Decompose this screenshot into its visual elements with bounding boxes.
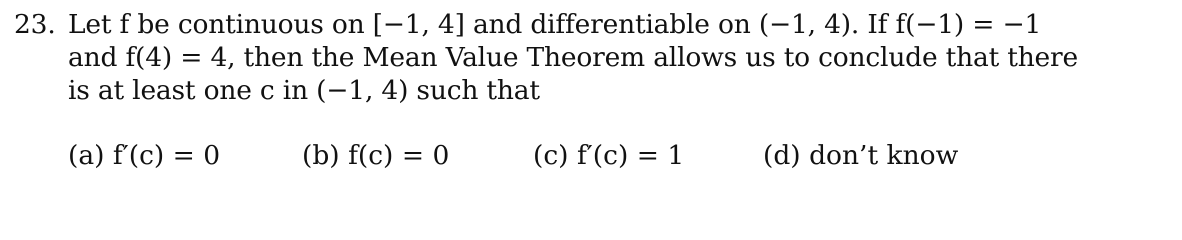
problem-stem-line-1: Let f be continuous on [−1, 4] and differentiable on (−1, 4). If f(−1) = −1 [68, 9, 1042, 40]
answer-choices [68, 139, 1168, 175]
choice-b: (b) f(c) = 0 [302, 140, 450, 171]
choice-c: (c) f′(c) = 1 [533, 140, 685, 171]
problem-stem-line-3: is at least one c in (−1, 4) such that [68, 75, 540, 106]
choice-a: (a) f′(c) = 0 [68, 140, 221, 171]
problem-line-3 [14, 74, 1174, 107]
choice-d: (d) don’t know [763, 140, 959, 171]
problem-number: 23. [14, 9, 56, 40]
problem-line-2 [14, 41, 1174, 74]
problem-line-1 [14, 8, 1174, 41]
problem-23 [14, 8, 1174, 107]
problem-stem-line-2: and f(4) = 4, then the Mean Value Theorem allows us to conclude that there [68, 42, 1078, 73]
